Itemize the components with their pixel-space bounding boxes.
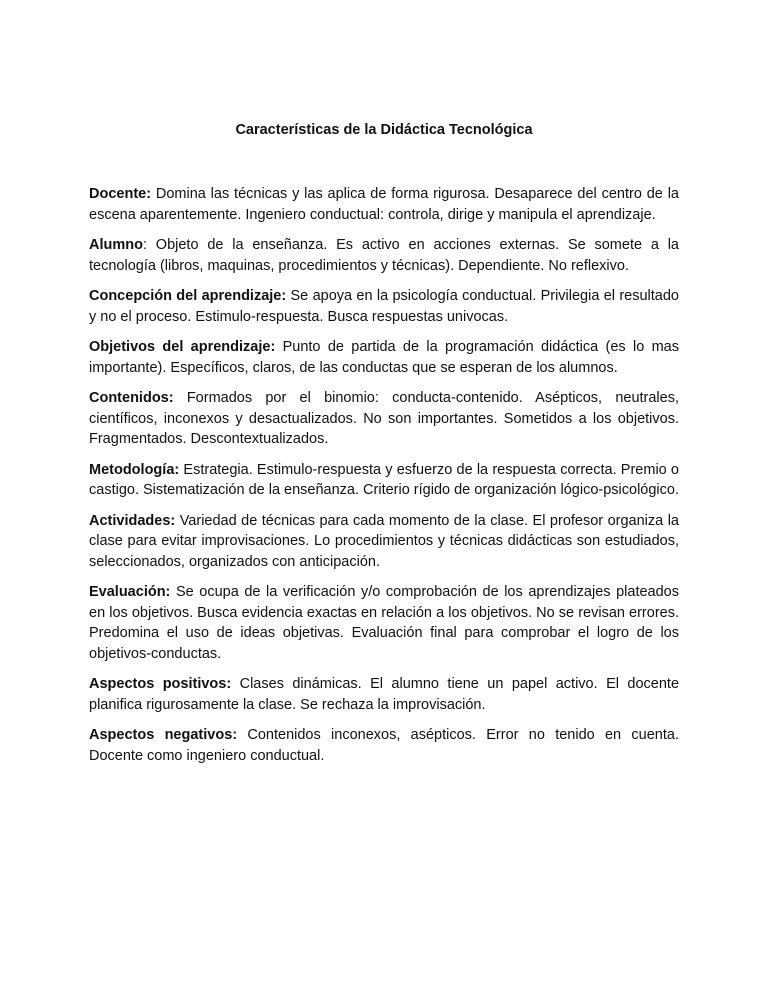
paragraph-text: Clases dinámicas. El alumno tiene un papel activo. El docente planifica rigurosamente la clase. Se rechaza la improvisación. <box>89 676 680 713</box>
paragraph-text: Formados por el binomio: conducta-contenido. Asépticos, neutrales, científicos, inconexos y desactualizados. No son importantes. Sometidos a los objetivos. Fragmentados. Descontextualizados. <box>89 390 679 447</box>
paragraph-term: Docente: <box>89 186 152 202</box>
paragraph-term: Evaluación: <box>89 584 171 600</box>
paragraph-concepcion-del-aprendizaje <box>89 286 679 327</box>
paragraph-text: Variedad de técnicas para cada momento de la clase. El profesor organiza la clase para evitar improvisaciones. Lo procedimientos y técnicas didácticas son estudiados, seleccionados, organizados con anticipación. <box>89 512 679 570</box>
paragraph-contenidos <box>89 388 679 450</box>
paragraph-text: : Objeto de la enseñanza. Es activo en acciones externas. Se somete a la tecnología (libros, maquinas, procedimientos y técnicas). Dependiente. No reflexivo. <box>89 237 679 274</box>
paragraph-text: Punto de partida de la programación didáctica (es lo mas importante). Específicos, claros, de las conductas que se esperan de los alumnos. <box>89 339 679 376</box>
paragraph-term: Aspectos negativos: <box>89 727 238 743</box>
paragraph-term: Alumno <box>89 237 143 253</box>
document-body <box>89 184 679 776</box>
paragraph-aspectos-positivos <box>89 674 679 715</box>
paragraph-metodologia <box>89 460 679 501</box>
paragraph-term: Contenidos: <box>89 390 174 406</box>
paragraph-term: Actividades: <box>89 512 176 529</box>
document-title: Características de la Didáctica Tecnológica <box>235 122 533 138</box>
paragraph-text: Se ocupa de la verificación y/o comprobación de los aprendizajes plateados en los objetivos. Busca evidencia exactas en relación a los objetivos. No se revisan errores. Predomina el uso de ideas objetivas. Evaluación final para comprobar el logro de los objetivos-conductas. <box>89 584 679 662</box>
paragraph-text: Contenidos inconexos, asépticos. Error no tenido en cuenta. Docente como ingeniero conductual. <box>89 727 679 764</box>
paragraph-term: Concepción del aprendizaje: <box>89 288 287 304</box>
paragraph-term: Objetivos del aprendizaje: <box>89 339 276 355</box>
paragraph-term: Metodología: <box>89 461 180 478</box>
paragraph-text: Se apoya en la psicología conductual. Privilegia el resultado y no el proceso. Estimulo-respuesta. Busca respuestas univocas. <box>89 288 679 325</box>
paragraph-term: Aspectos positivos: <box>89 676 232 692</box>
paragraph-text: Estrategia. Estimulo-respuesta y esfuerzo de la respuesta correcta. Premio o castigo. Sistematización de la enseñanza. Criterio rígido de organización lógico-psicológico. <box>89 461 679 498</box>
paragraph-evaluacion <box>89 582 679 664</box>
paragraph-alumno <box>89 235 679 276</box>
paragraph-docente <box>89 184 679 225</box>
paragraph-objetivos-del-aprendizaje <box>89 337 679 378</box>
paragraph-aspectos-negativos <box>89 725 679 766</box>
paragraph-text: Domina las técnicas y las aplica de forma rigurosa. Desaparece del centro de la escena aparentemente. Ingeniero conductual: controla, dirige y manipula el aprendizaje. <box>89 186 679 223</box>
paragraph-actividades <box>89 511 679 573</box>
